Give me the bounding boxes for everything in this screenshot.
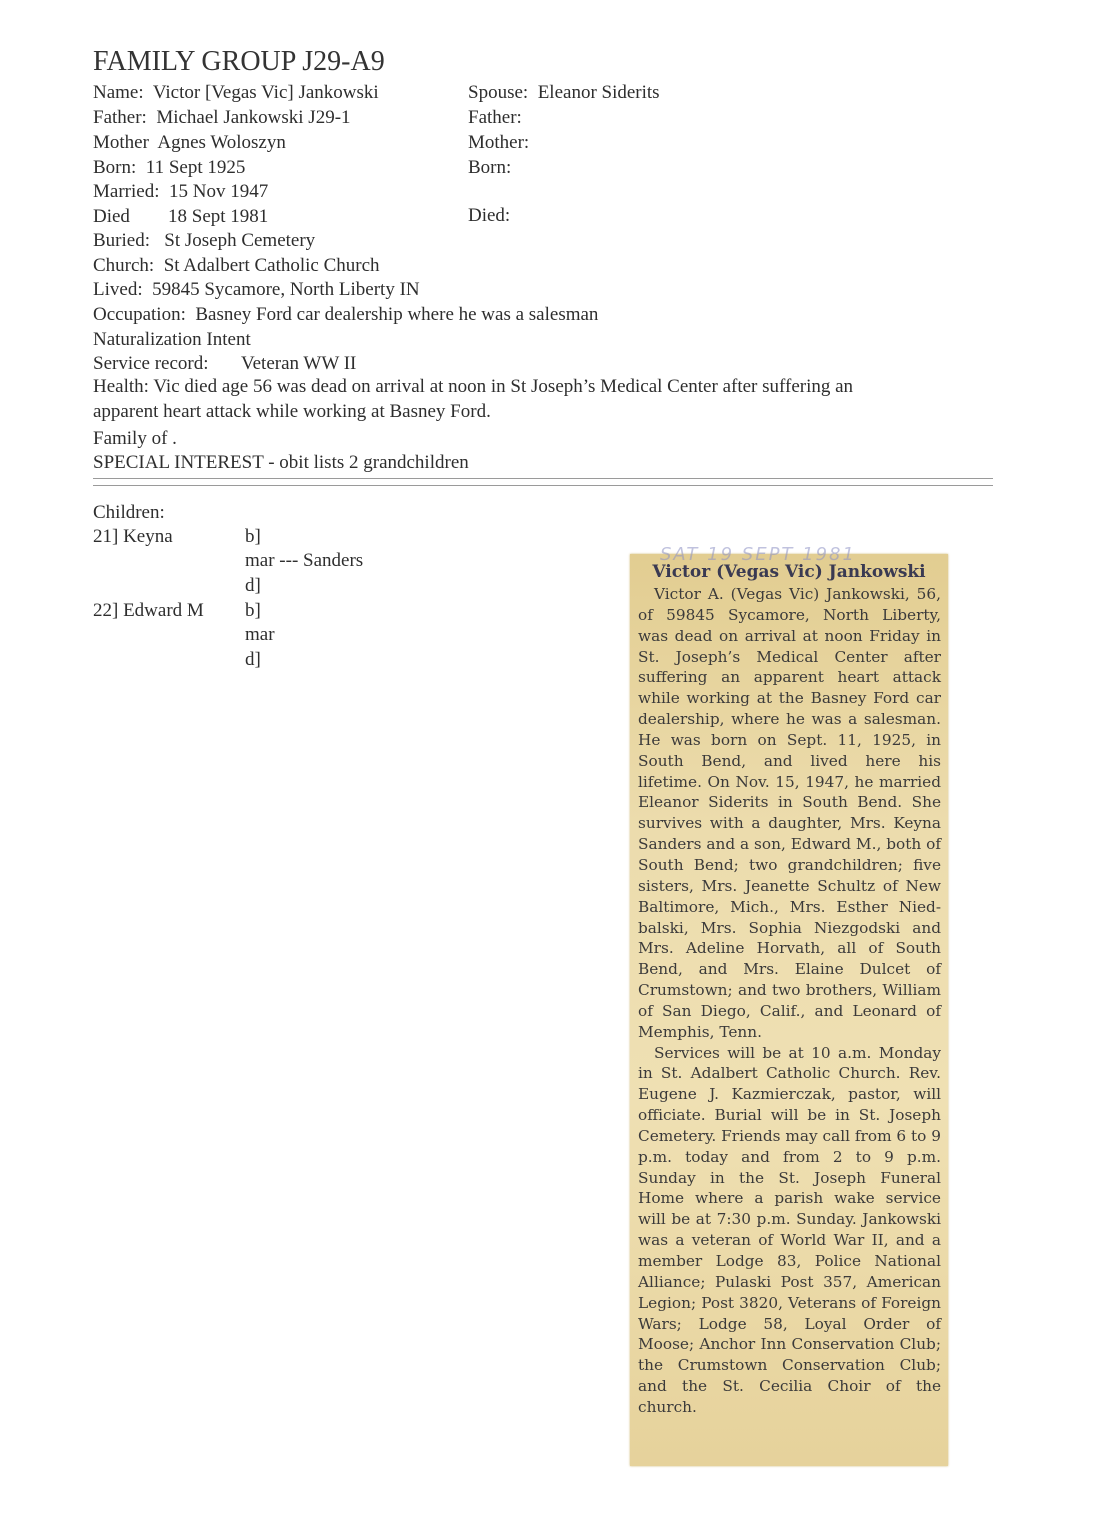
child-id: 21] Keyna <box>93 526 173 547</box>
spouse-value: Eleanor Siderits <box>537 82 660 103</box>
obituary-paragraph: Victor A. (Vegas Vic) Jankowski, 56, of 59845 Sycamore, North Liberty, was dead on arrival at noon Friday in St. Joseph’s Medical Center after suffering an apparent heart attack while working at the Basney Ford car dealership, where he was a salesman. He was born on Sept. 11, 1925, in South Bend, and lived here his lifetime. On Nov. 15, 1947, he married Eleanor Siderits in South Bend. She survives with a daughter, Mrs. Keyna Sanders and a son, Edward M., both of South Bend; two grandchildren; five sisters, Mrs. Jeanette Schultz of New Baltimore, Mich., Mrs. Esther Niedbalski, Mrs. Sophia Niezgodski and Mrs. Adeline Horvath, all of South Bend, and Mrs. Elaine Dulcet of Crumstown; and two brothers, William of San Diego, Calif., and Leonard of Memphis, Tenn. <box>638 585 941 1041</box>
born-label: Born: <box>93 157 137 178</box>
father-value: Michael Jankowski J29-1 <box>156 107 351 128</box>
child-born: b] <box>245 600 261 621</box>
obituary-paragraph: Services will be at 10 a.m. Monday in St. Adalbert Catholic Church. Rev. Eugene J. Kazmierczak, pastor, will officiate. Burial will be in St. Joseph Cemetery. Friends may call from 6 to 9 p.m. today and from 2 to 9 p.m. Sunday in the St. Joseph Funeral Home where a parish wake service will be at 7:30 p.m. Sunday. Jankowski was a veteran of World War II, and a member Lodge 83, Police National Alliance; Pulaski Post 357, American Legion; Post 3820, Veterans of Foreign Wars; Lodge 58, Loyal Order of Moose; Anchor Inn Conservation Club; the Crumstown Conservation Club; and the St. Cecilia Choir of the church. <box>638 1043 941 1416</box>
married-row <box>93 181 268 203</box>
spouse-label: Spouse: <box>468 82 529 103</box>
health-line-2: apparent heart attack while working at Basney Ford. <box>93 401 491 422</box>
spouse-died-label: Died: <box>468 205 511 226</box>
naturalization-row: Naturalization Intent <box>93 329 251 350</box>
child-born: b] <box>245 526 261 547</box>
special-interest: SPECIAL INTEREST - obit lists 2 grandchildren <box>93 452 469 473</box>
child-married: mar <box>245 624 275 645</box>
father-label: Father: <box>93 107 147 128</box>
church-row <box>93 255 380 277</box>
lived-row <box>93 279 420 301</box>
name-label: Name: <box>93 82 144 103</box>
service-value: Veteran WW II <box>241 353 357 374</box>
buried-row <box>93 230 315 252</box>
obituary-clipping <box>630 544 948 1466</box>
children-header: Children: <box>93 502 165 523</box>
born-row <box>93 157 245 179</box>
obituary-headline: Victor (Vegas Vic) Jankowski <box>652 562 926 582</box>
died-label: Died <box>93 206 130 227</box>
child-died: d] <box>245 575 261 596</box>
married-value: 15 Nov 1947 <box>168 181 269 202</box>
lived-label: Lived: <box>93 279 143 300</box>
name-row <box>93 82 379 104</box>
mother-label: Mother <box>93 132 149 153</box>
service-label: Service record: <box>93 353 209 374</box>
buried-value: St Joseph Cemetery <box>164 230 316 251</box>
church-value: St Adalbert Catholic Church <box>163 255 380 276</box>
mother-value: Agnes Woloszyn <box>157 132 286 153</box>
married-label: Married: <box>93 181 160 202</box>
name-value: Victor [Vegas Vic] Jankowski <box>152 82 379 103</box>
occupation-value: Basney Ford car dealership where he was a salesman <box>195 304 599 325</box>
service-row <box>93 353 356 375</box>
separator-rule <box>93 478 993 486</box>
occupation-label: Occupation: <box>93 304 186 325</box>
born-value: 11 Sept 1925 <box>145 157 246 178</box>
date-stamp: SAT 19 SEPT 1981 <box>660 544 856 565</box>
child-died: d] <box>245 649 261 670</box>
spouse-mother-label: Mother: <box>468 132 530 153</box>
church-label: Church: <box>93 255 155 276</box>
died-value: 18 Sept 1981 <box>168 206 269 227</box>
child-id: 22] Edward M <box>93 600 204 621</box>
child-married: mar --- Sanders <box>245 550 364 571</box>
health-line-1: Health: Vic died age 56 was dead on arrival at noon in St Joseph’s Medical Center after suffering an <box>93 376 854 397</box>
lived-value: 59845 Sycamore, North Liberty IN <box>152 279 420 300</box>
page-title: FAMILY GROUP J29-A9 <box>93 46 385 77</box>
family-of: Family of . <box>93 428 177 449</box>
occupation-row <box>93 304 598 326</box>
mother-row <box>93 132 286 154</box>
obituary-body <box>638 584 941 1418</box>
spouse-row <box>468 82 660 104</box>
spouse-father-label: Father: <box>468 107 522 128</box>
father-row <box>93 107 351 129</box>
died-row <box>93 206 268 228</box>
buried-label: Buried: <box>93 230 150 251</box>
spouse-born-label: Born: <box>468 157 512 178</box>
